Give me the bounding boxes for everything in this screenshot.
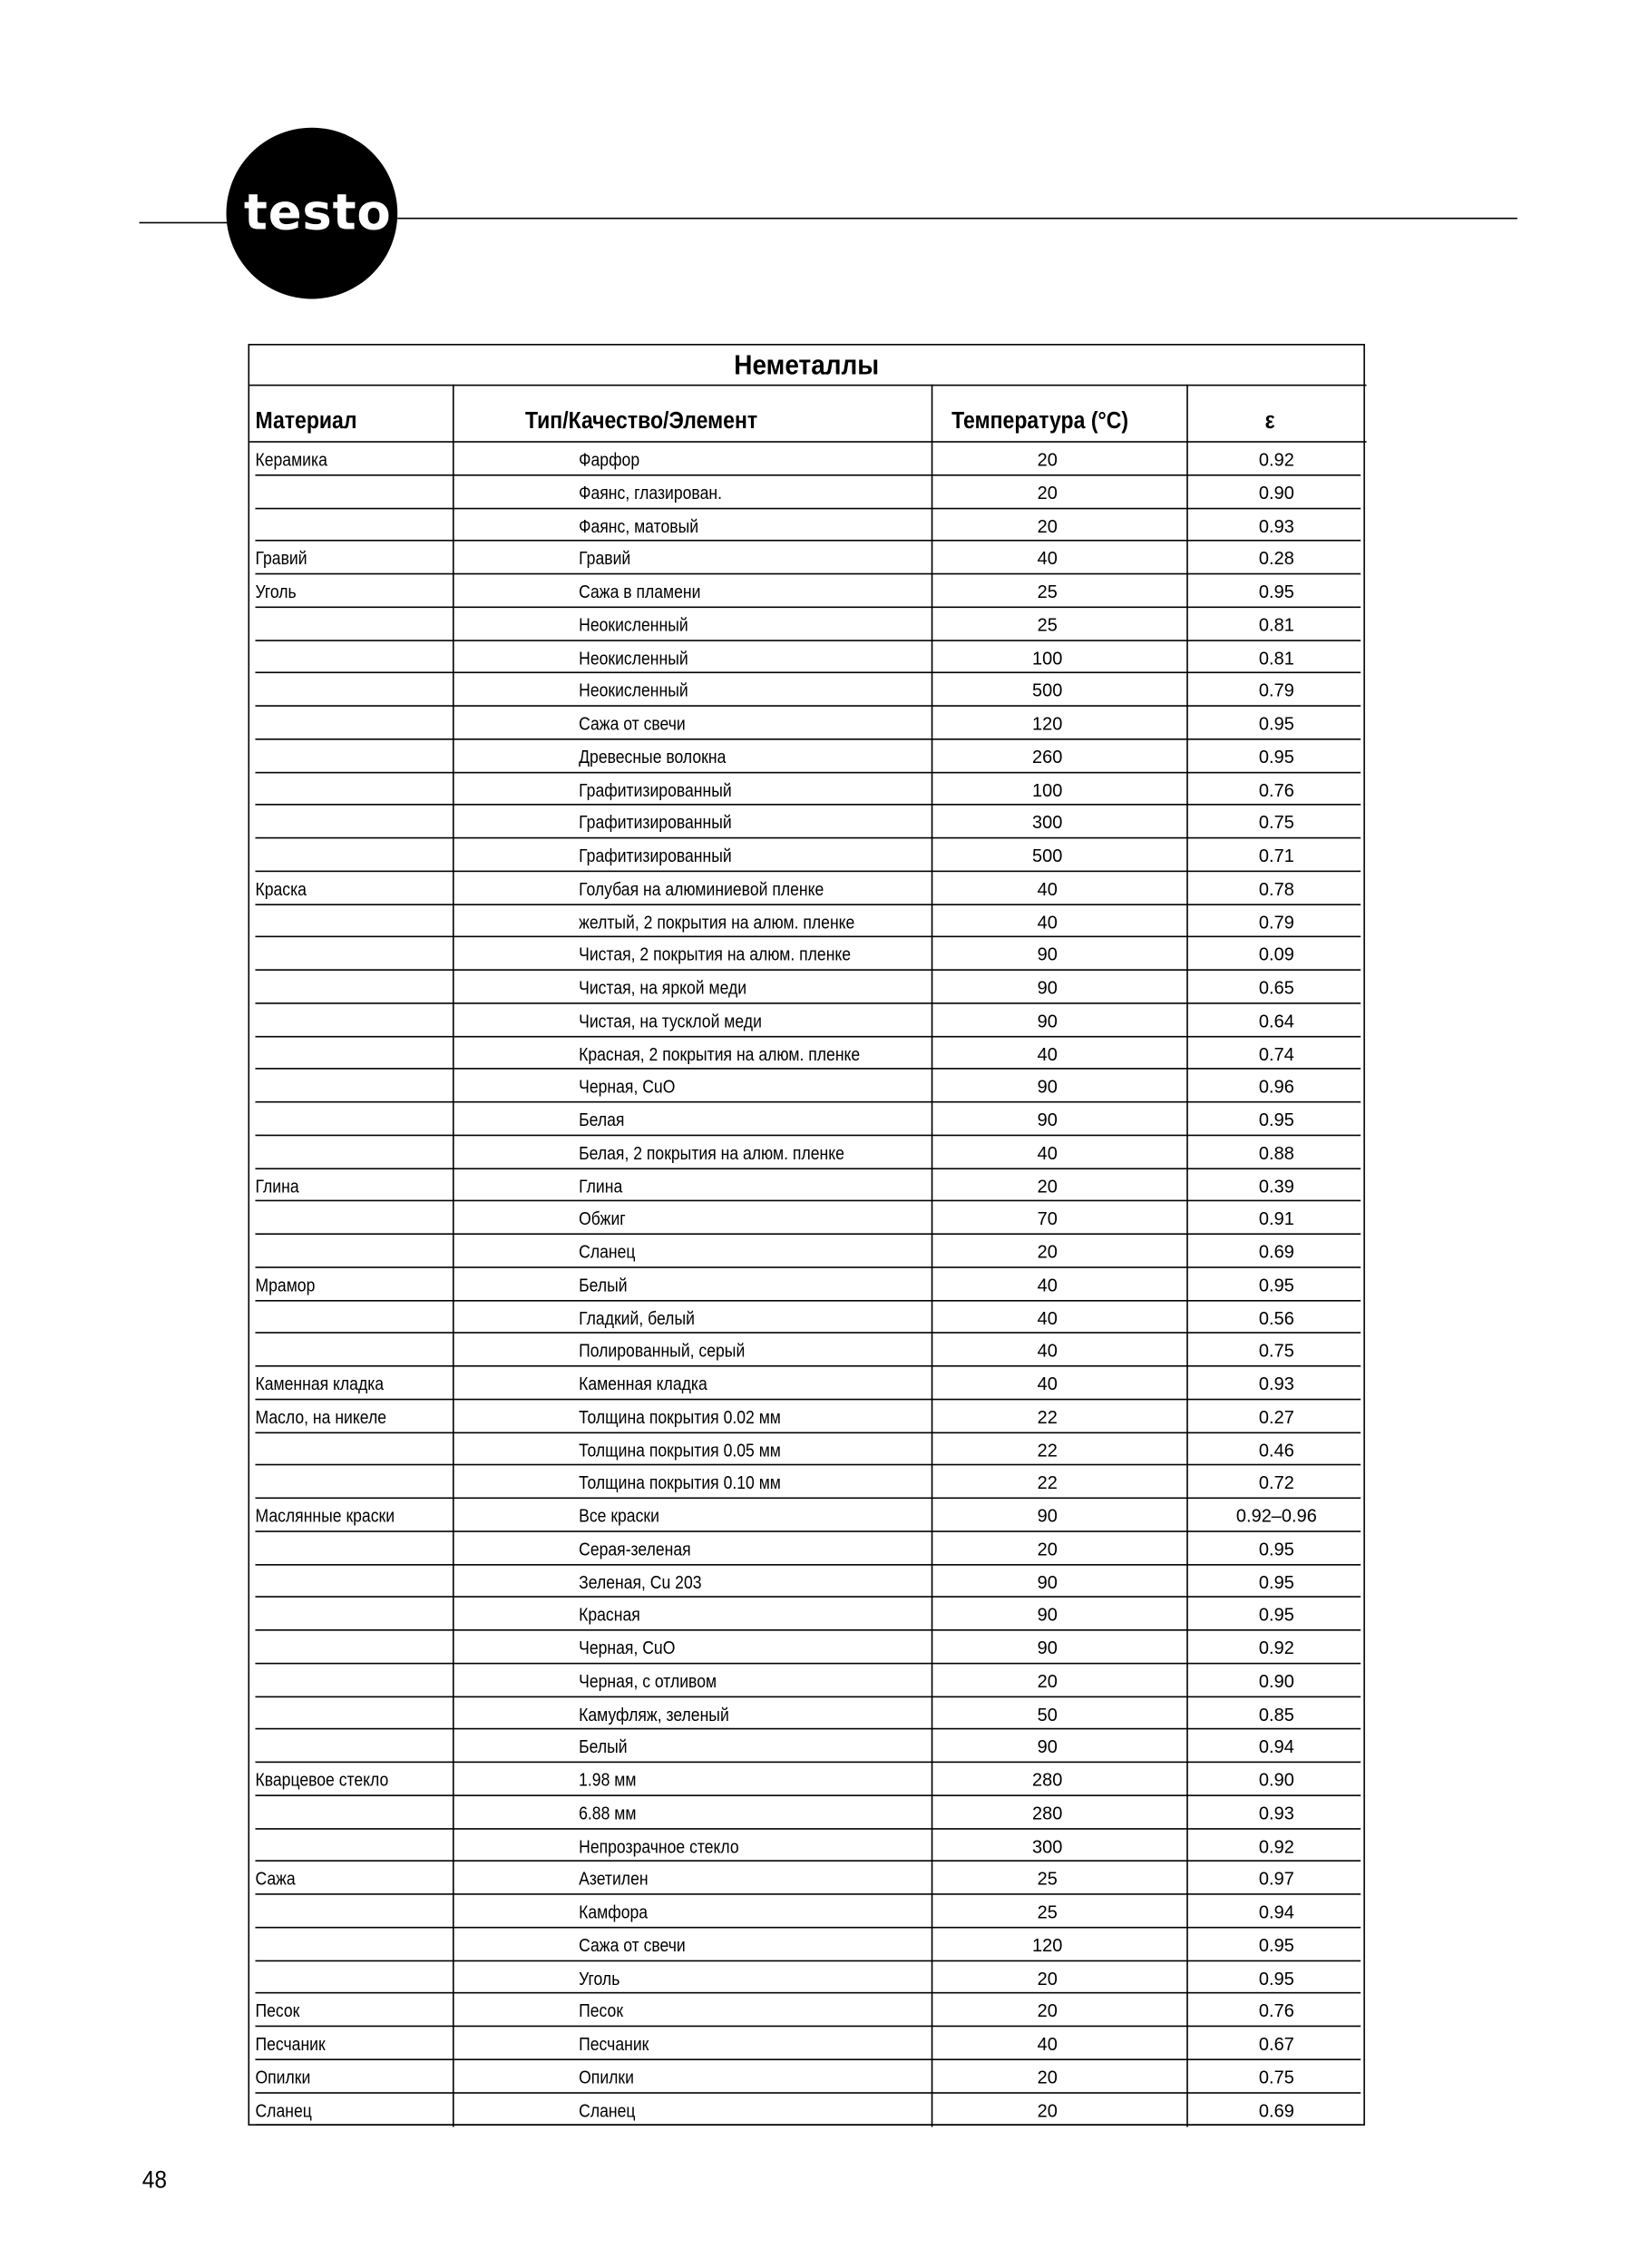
cell-type: Чистая, на тусклой меди <box>579 1011 762 1031</box>
table-row <box>249 1335 1363 1368</box>
cell-type: Черная, CuO <box>579 1077 676 1098</box>
row-underline <box>255 1992 1361 1994</box>
cell-type: Графитизированный <box>579 779 732 801</box>
cell-emissivity: 0.69 <box>1258 2099 1294 2121</box>
row-underline <box>255 1002 1361 1004</box>
table-row <box>249 477 1363 510</box>
row-underline <box>255 1068 1361 1070</box>
cell-type: Чистая, на яркой меди <box>579 977 747 999</box>
cell-emissivity: 0.69 <box>1258 1242 1294 1263</box>
cell-material: Краска <box>255 878 307 900</box>
cell-emissivity: 0.74 <box>1258 1043 1294 1065</box>
cell-temperature: 25 <box>1037 582 1058 602</box>
cell-temperature: 20 <box>1037 1176 1058 1197</box>
cell-temperature: 90 <box>1037 977 1058 999</box>
cell-temperature: 300 <box>1032 1835 1063 1857</box>
cell-type: Песок <box>579 2000 624 2022</box>
cell-emissivity: 0.95 <box>1258 1605 1294 1626</box>
cell-emissivity: 0.71 <box>1258 846 1294 866</box>
table-row <box>249 873 1363 905</box>
cell-emissivity: 0.95 <box>1258 713 1294 735</box>
cell-type: Черная, с отливом <box>579 1670 717 1692</box>
cell-temperature: 25 <box>1037 614 1058 636</box>
row-underline <box>255 2026 1361 2028</box>
row-underline <box>255 969 1361 971</box>
cell-material: Мрамор <box>255 1275 316 1295</box>
table-row <box>249 807 1363 840</box>
emissivity-table <box>248 344 1364 2126</box>
table-row <box>249 1599 1363 1632</box>
cell-temperature: 20 <box>1037 2000 1058 2022</box>
cell-type: Глина <box>579 1176 623 1197</box>
cell-emissivity: 0.72 <box>1258 1472 1294 1494</box>
cell-emissivity: 0.78 <box>1258 878 1294 900</box>
table-title: Неметаллы <box>734 351 880 382</box>
cell-temperature: 70 <box>1037 1208 1058 1230</box>
cell-temperature: 22 <box>1037 1440 1058 1461</box>
row-underline <box>255 1299 1361 1301</box>
cell-type: Фарфор <box>579 449 640 471</box>
column-header-material: Материал <box>255 409 357 435</box>
cell-temperature: 20 <box>1037 515 1058 536</box>
table-row <box>249 642 1363 675</box>
cell-temperature: 25 <box>1037 1901 1058 1923</box>
table-row <box>249 1731 1363 1764</box>
cell-type: Азетилен <box>579 1869 649 1890</box>
cell-emissivity: 0.67 <box>1258 2034 1294 2055</box>
cell-material: Опилки <box>255 2067 311 2087</box>
cell-temperature: 20 <box>1037 483 1058 503</box>
table-row <box>249 840 1363 873</box>
table-row <box>249 1269 1363 1302</box>
table-row <box>249 1467 1363 1500</box>
cell-type: Сажа в пламени <box>579 582 701 602</box>
row-underline <box>255 1497 1361 1499</box>
table-row <box>249 1831 1363 1863</box>
table-row <box>249 675 1363 708</box>
cell-emissivity: 0.75 <box>1258 813 1294 834</box>
table-row <box>249 774 1363 807</box>
table-row <box>249 609 1363 641</box>
cell-emissivity: 0.76 <box>1258 2000 1294 2022</box>
cell-temperature: 22 <box>1037 1472 1058 1494</box>
cell-material: Каменная кладка <box>255 1374 385 1394</box>
cell-type: желтый, 2 покрытия на алюм. пленке <box>579 912 855 933</box>
row-underline <box>255 1629 1361 1631</box>
row-underline <box>255 1926 1361 1928</box>
row-underline <box>255 804 1361 806</box>
cell-emissivity: 0.95 <box>1258 582 1294 602</box>
table-row <box>249 1533 1363 1566</box>
cell-type: Толщина покрытия 0.10 мм <box>579 1472 781 1494</box>
cell-type: Камфора <box>579 1901 649 1923</box>
cell-emissivity: 0.64 <box>1258 1011 1294 1031</box>
table-row <box>249 2061 1363 2094</box>
cell-emissivity: 0.95 <box>1258 1571 1294 1593</box>
row-underline <box>255 1134 1361 1136</box>
cell-temperature: 40 <box>1037 1374 1058 1394</box>
row-underline <box>255 2058 1361 2060</box>
cell-material: Сланец <box>255 2099 312 2121</box>
row-underline <box>255 573 1361 575</box>
cell-type: Красная <box>579 1605 640 1626</box>
cell-temperature: 22 <box>1037 1406 1058 1428</box>
cell-temperature: 50 <box>1037 1704 1058 1725</box>
cell-type: Толщина покрытия 0.05 мм <box>579 1440 781 1461</box>
cell-type: Песчаник <box>579 2034 649 2055</box>
row-underline <box>255 1960 1361 1961</box>
cell-emissivity: 0.79 <box>1258 912 1294 933</box>
cell-material: Песок <box>255 2000 300 2022</box>
cell-material: Уголь <box>255 582 297 602</box>
cell-temperature: 280 <box>1032 1803 1063 1823</box>
table-row <box>249 1237 1363 1269</box>
cell-emissivity: 0.95 <box>1258 1968 1294 1989</box>
cell-emissivity: 0.92 <box>1258 1637 1294 1658</box>
row-underline <box>255 540 1361 542</box>
cell-emissivity: 0.92 <box>1258 449 1294 471</box>
cell-material: Кварцевое стекло <box>255 1770 389 1791</box>
table-row <box>249 1765 1363 1797</box>
row-underline <box>255 1563 1361 1565</box>
page-number: 48 <box>141 2165 167 2195</box>
row-underline <box>255 1333 1361 1334</box>
row-underline <box>255 1696 1361 1697</box>
row-underline <box>255 1035 1361 1037</box>
cell-type: Опилки <box>579 2067 634 2087</box>
cell-type: 1.98 мм <box>579 1770 637 1791</box>
cell-temperature: 20 <box>1037 1670 1058 1692</box>
cell-type: Неокисленный <box>579 648 688 669</box>
row-underline <box>255 1861 1361 1862</box>
cell-type: Сажа от свечи <box>579 1935 686 1956</box>
table-row <box>249 1005 1363 1038</box>
row-underline <box>255 1893 1361 1895</box>
cell-material: Гравий <box>255 548 307 570</box>
cell-emissivity: 0.75 <box>1258 1341 1294 1362</box>
cell-temperature: 40 <box>1037 2034 1058 2055</box>
cell-material: Маслянные краски <box>255 1506 395 1527</box>
cell-emissivity: 0.85 <box>1258 1704 1294 1725</box>
cell-emissivity: 0.95 <box>1258 1935 1294 1956</box>
cell-type: Графитизированный <box>579 813 732 834</box>
cell-type: Черная, CuO <box>579 1637 676 1658</box>
cell-emissivity: 0.90 <box>1258 1670 1294 1692</box>
cell-emissivity: 0.95 <box>1258 1275 1294 1295</box>
row-underline <box>255 2125 1361 2126</box>
cell-temperature: 280 <box>1032 1770 1063 1791</box>
cell-temperature: 100 <box>1032 648 1063 669</box>
cell-type: Белый <box>579 1736 628 1758</box>
cell-type: Полированный, серый <box>579 1341 746 1362</box>
cell-temperature: 90 <box>1037 944 1058 965</box>
cell-type: Фаянс, глазирован. <box>579 483 722 503</box>
cell-temperature: 20 <box>1037 2067 1058 2087</box>
cell-type: Толщина покрытия 0.02 мм <box>579 1406 781 1428</box>
table-row <box>249 1896 1363 1929</box>
cell-temperature: 100 <box>1032 779 1063 801</box>
table-row <box>249 1071 1363 1104</box>
table-row <box>249 576 1363 609</box>
cell-emissivity: 0.88 <box>1258 1142 1294 1164</box>
cell-type: Серая-зеленая <box>579 1539 691 1559</box>
cell-type: Сланец <box>579 2099 636 2121</box>
cell-emissivity: 0.95 <box>1258 747 1294 767</box>
cell-type: Зеленая, Cu 203 <box>579 1571 702 1593</box>
cell-emissivity: 0.75 <box>1258 2067 1294 2087</box>
cell-temperature: 20 <box>1037 449 1058 471</box>
row-underline <box>255 1398 1361 1400</box>
cell-temperature: 300 <box>1032 813 1063 834</box>
row-underline <box>255 1762 1361 1764</box>
row-underline <box>255 606 1361 608</box>
cell-material: Песчаник <box>255 2034 326 2055</box>
table-row <box>249 1930 1363 1962</box>
cell-type: Красная, 2 покрытия на алюм. пленке <box>579 1043 861 1065</box>
cell-material: Сажа <box>255 1869 296 1890</box>
cell-emissivity: 0.56 <box>1258 1307 1294 1329</box>
cell-type: Камуфляж, зеленый <box>579 1704 729 1725</box>
row-underline <box>255 1266 1361 1268</box>
table-row <box>249 1863 1363 1896</box>
row-underline <box>255 1827 1361 1829</box>
row-underline <box>255 771 1361 773</box>
column-header-emissivity: ε <box>1264 409 1275 435</box>
row-underline <box>255 1794 1361 1796</box>
table-row <box>249 1434 1363 1467</box>
cell-temperature: 500 <box>1032 680 1063 701</box>
column-header-type: Тип/Качество/Элемент <box>524 409 758 435</box>
table-row <box>249 708 1363 740</box>
row-underline <box>255 1464 1361 1466</box>
table-row <box>249 1698 1363 1731</box>
cell-material: Глина <box>255 1176 299 1197</box>
table-row <box>249 1632 1363 1665</box>
cell-type: Гладкий, белый <box>579 1307 695 1329</box>
row-underline <box>255 870 1361 872</box>
cell-temperature: 40 <box>1037 1142 1058 1164</box>
cell-temperature: 90 <box>1037 1605 1058 1626</box>
cell-emissivity: 0.91 <box>1258 1208 1294 1230</box>
cell-type: Фаянс, матовый <box>579 515 699 536</box>
cell-temperature: 40 <box>1037 1307 1058 1329</box>
row-underline <box>255 1530 1361 1532</box>
row-underline <box>255 1168 1361 1169</box>
testo-logo <box>226 128 397 299</box>
cell-emissivity: 0.92–0.96 <box>1235 1506 1317 1527</box>
cell-temperature: 20 <box>1037 2099 1058 2121</box>
cell-type: Каменная кладка <box>579 1374 707 1394</box>
table-row <box>249 1666 1363 1698</box>
cell-type: Голубая на алюминиевой пленке <box>579 878 824 900</box>
table-row <box>249 973 1363 1005</box>
table-row <box>249 1501 1363 1533</box>
cell-temperature: 20 <box>1037 1539 1058 1559</box>
cell-type: Все краски <box>579 1506 659 1527</box>
row-underline <box>255 1728 1361 1730</box>
cell-emissivity: 0.76 <box>1258 779 1294 801</box>
cell-emissivity: 0.95 <box>1258 1110 1294 1130</box>
row-underline <box>255 1101 1361 1103</box>
row-underline <box>255 672 1361 674</box>
cell-temperature: 90 <box>1037 1110 1058 1130</box>
cell-emissivity: 0.28 <box>1258 548 1294 570</box>
cell-type: Сланец <box>579 1242 636 1263</box>
cell-temperature: 25 <box>1037 1869 1058 1890</box>
cell-emissivity: 0.79 <box>1258 680 1294 701</box>
cell-type: Гравий <box>579 548 631 570</box>
row-underline <box>255 1233 1361 1235</box>
table-row <box>249 444 1363 476</box>
table-row <box>249 906 1363 939</box>
cell-emissivity: 0.65 <box>1258 977 1294 999</box>
row-underline <box>255 1662 1361 1664</box>
column-header-temperature: Температура (°C) <box>951 409 1129 435</box>
table-row <box>249 1170 1363 1203</box>
cell-temperature: 90 <box>1037 1736 1058 1758</box>
table-row <box>249 1137 1363 1169</box>
cell-temperature: 260 <box>1032 747 1063 767</box>
cell-type: Белая, 2 покрытия на алюм. пленке <box>579 1142 844 1164</box>
row-underline <box>255 474 1361 476</box>
row-underline <box>255 2091 1361 2093</box>
row-underline <box>255 1432 1361 1433</box>
row-underline <box>255 507 1361 509</box>
header-underline <box>249 441 1366 443</box>
cell-emissivity: 0.81 <box>1258 614 1294 636</box>
header-rule-right <box>397 218 1517 220</box>
table-row <box>249 1038 1363 1070</box>
cell-type: Чистая, 2 покрытия на алюм. пленке <box>579 944 852 965</box>
logo-wordmark: testo <box>243 184 392 243</box>
row-underline <box>255 705 1361 707</box>
cell-emissivity: 0.96 <box>1258 1077 1294 1098</box>
cell-emissivity: 0.27 <box>1258 1406 1294 1428</box>
cell-emissivity: 0.46 <box>1258 1440 1294 1461</box>
cell-type: Непрозрачное стекло <box>579 1835 739 1857</box>
cell-emissivity: 0.39 <box>1258 1176 1294 1197</box>
cell-type: Неокисленный <box>579 614 688 636</box>
cell-temperature: 40 <box>1037 1043 1058 1065</box>
table-row <box>249 510 1363 543</box>
table-row <box>249 1402 1363 1434</box>
cell-temperature: 120 <box>1032 1935 1063 1956</box>
cell-temperature: 90 <box>1037 1077 1058 1098</box>
cell-temperature: 40 <box>1037 548 1058 570</box>
cell-type: Белый <box>579 1275 628 1295</box>
row-underline <box>255 1365 1361 1367</box>
cell-temperature: 20 <box>1037 1242 1058 1263</box>
cell-temperature: 40 <box>1037 878 1058 900</box>
cell-temperature: 120 <box>1032 713 1063 735</box>
table-row <box>249 1203 1363 1236</box>
table-row <box>249 1302 1363 1334</box>
table-row <box>249 1566 1363 1598</box>
table-row <box>249 1797 1363 1830</box>
cell-temperature: 90 <box>1037 1011 1058 1031</box>
cell-temperature: 40 <box>1037 1341 1058 1362</box>
cell-type: Неокисленный <box>579 680 688 701</box>
cell-material: Масло, на никеле <box>255 1406 387 1428</box>
cell-type: Древесные волокна <box>579 747 727 767</box>
cell-temperature: 90 <box>1037 1637 1058 1658</box>
row-underline <box>255 1200 1361 1202</box>
table-row <box>249 1995 1363 2028</box>
cell-type: Сажа от свечи <box>579 713 686 735</box>
cell-material: Керамика <box>255 449 327 471</box>
cell-emissivity: 0.97 <box>1258 1869 1294 1890</box>
cell-type: Обжиг <box>579 1208 626 1230</box>
cell-temperature: 90 <box>1037 1506 1058 1527</box>
cell-emissivity: 0.90 <box>1258 483 1294 503</box>
cell-temperature: 90 <box>1037 1571 1058 1593</box>
table-row <box>249 939 1363 972</box>
cell-emissivity: 0.94 <box>1258 1736 1294 1758</box>
row-underline <box>255 936 1361 938</box>
row-underline <box>255 738 1361 740</box>
title-underline <box>249 385 1366 386</box>
cell-emissivity: 0.81 <box>1258 648 1294 669</box>
cell-type: Белая <box>579 1110 625 1130</box>
cell-temperature: 20 <box>1037 1968 1058 1989</box>
cell-emissivity: 0.93 <box>1258 515 1294 536</box>
cell-emissivity: 0.95 <box>1258 1539 1294 1559</box>
table-row <box>249 1368 1363 1401</box>
table-row <box>249 1962 1363 1995</box>
cell-emissivity: 0.94 <box>1258 1901 1294 1923</box>
cell-emissivity: 0.90 <box>1258 1770 1294 1791</box>
table-row <box>249 543 1363 576</box>
table-row <box>249 2028 1363 2061</box>
table-row <box>249 2095 1363 2127</box>
cell-temperature: 40 <box>1037 912 1058 933</box>
header-rule-left <box>140 222 229 224</box>
cell-emissivity: 0.93 <box>1258 1374 1294 1394</box>
row-underline <box>255 837 1361 839</box>
cell-type: Уголь <box>579 1968 620 1989</box>
row-underline <box>255 639 1361 640</box>
table-row <box>249 1104 1363 1137</box>
cell-emissivity: 0.92 <box>1258 1835 1294 1857</box>
cell-type: Графитизированный <box>579 846 732 866</box>
row-underline <box>255 1597 1361 1598</box>
cell-emissivity: 0.09 <box>1258 944 1294 965</box>
cell-temperature: 40 <box>1037 1275 1058 1295</box>
row-underline <box>255 904 1361 905</box>
table-row <box>249 741 1363 774</box>
cell-type: 6.88 мм <box>579 1803 637 1823</box>
cell-temperature: 500 <box>1032 846 1063 866</box>
cell-emissivity: 0.93 <box>1258 1803 1294 1823</box>
